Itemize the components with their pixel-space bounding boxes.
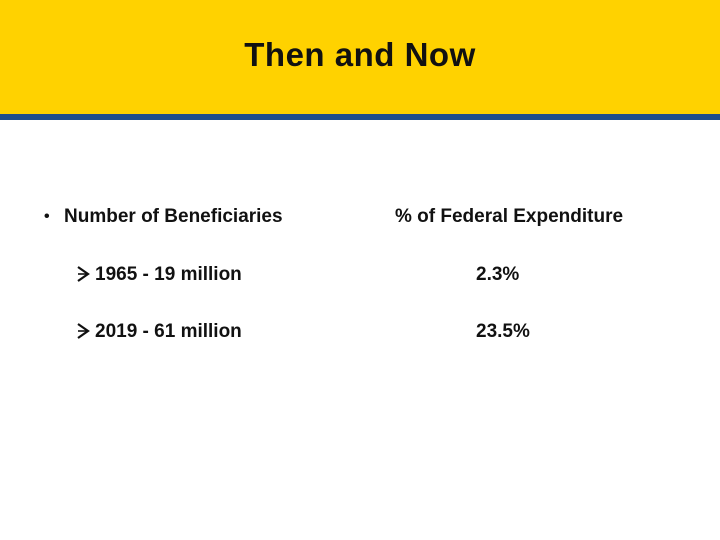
list-item-1965: 1965 - 19 million <box>95 264 242 285</box>
expenditure-2019: 23.5% <box>476 321 530 342</box>
right-column-heading: % of Federal Expenditure <box>395 206 624 227</box>
expenditure-1965: 2.3% <box>476 264 520 285</box>
slide-title: Then and Now <box>244 36 476 73</box>
arrow-bullet-icon <box>76 266 90 282</box>
bullet-dot-icon: • <box>44 208 50 225</box>
left-column-heading: Number of Beneficiaries <box>64 206 283 227</box>
list-item-2019: 2019 - 61 million <box>95 321 242 342</box>
header-divider <box>0 114 720 120</box>
arrow-bullet-icon <box>76 323 90 339</box>
